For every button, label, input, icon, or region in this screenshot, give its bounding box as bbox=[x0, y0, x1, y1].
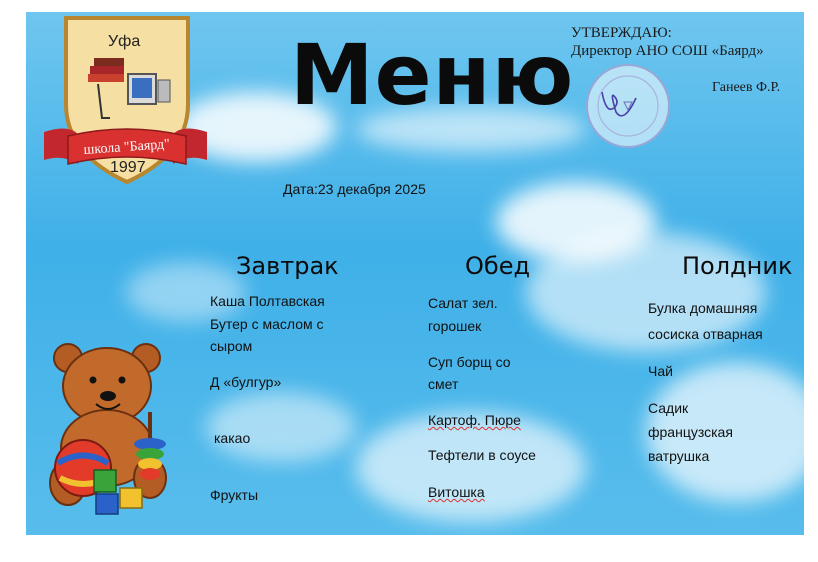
snack-item: французская bbox=[648, 424, 733, 440]
emblem-city: Уфа bbox=[108, 33, 141, 50]
lunch-item: Витошка bbox=[428, 484, 485, 500]
approval-line-1: УТВЕРЖДАЮ: bbox=[571, 25, 672, 41]
snack-item: Чай bbox=[648, 363, 673, 379]
snack-item: Садик bbox=[648, 400, 689, 416]
breakfast-item: сыром bbox=[210, 338, 253, 354]
breakfast-item: какао bbox=[214, 430, 251, 446]
page-title: Меню bbox=[290, 26, 575, 124]
lunch-item: Суп борщ со bbox=[428, 354, 511, 370]
snack-item: сосиска отварная bbox=[648, 326, 763, 342]
approval-line-2: Директор АНО СОШ «Баярд» bbox=[571, 43, 764, 59]
signer-name: Ганеев Ф.Р. bbox=[712, 80, 781, 95]
approval-block bbox=[571, 24, 764, 60]
menu-date: Дата:23 декабря 2025 bbox=[283, 181, 426, 197]
lunch-item: смет bbox=[428, 376, 459, 392]
lunch-item: Картоф. Пюре bbox=[428, 412, 521, 428]
breakfast-heading: Завтрак bbox=[236, 252, 339, 280]
school-emblem bbox=[38, 14, 213, 189]
lunch-heading: Обед bbox=[465, 252, 531, 280]
snack-heading: Полдник bbox=[682, 252, 793, 280]
breakfast-item: Д «булгур» bbox=[210, 374, 282, 390]
teddy-bear-illustration bbox=[38, 338, 188, 518]
breakfast-item: Бутер с маслом с bbox=[210, 316, 324, 332]
snack-item: ватрушка bbox=[648, 448, 710, 464]
lunch-item: Тефтели в соусе bbox=[428, 447, 536, 463]
official-stamp bbox=[584, 62, 672, 150]
lunch-item: Салат зел. bbox=[428, 295, 498, 311]
snack-item: Булка домашняя bbox=[648, 300, 758, 316]
emblem-school-name: школа "Баярд" bbox=[83, 137, 171, 159]
lunch-item: горошек bbox=[428, 318, 482, 334]
emblem-year: 1997 bbox=[110, 159, 146, 176]
breakfast-item: Фрукты bbox=[210, 487, 259, 503]
breakfast-item: Каша Полтавская bbox=[210, 293, 325, 309]
